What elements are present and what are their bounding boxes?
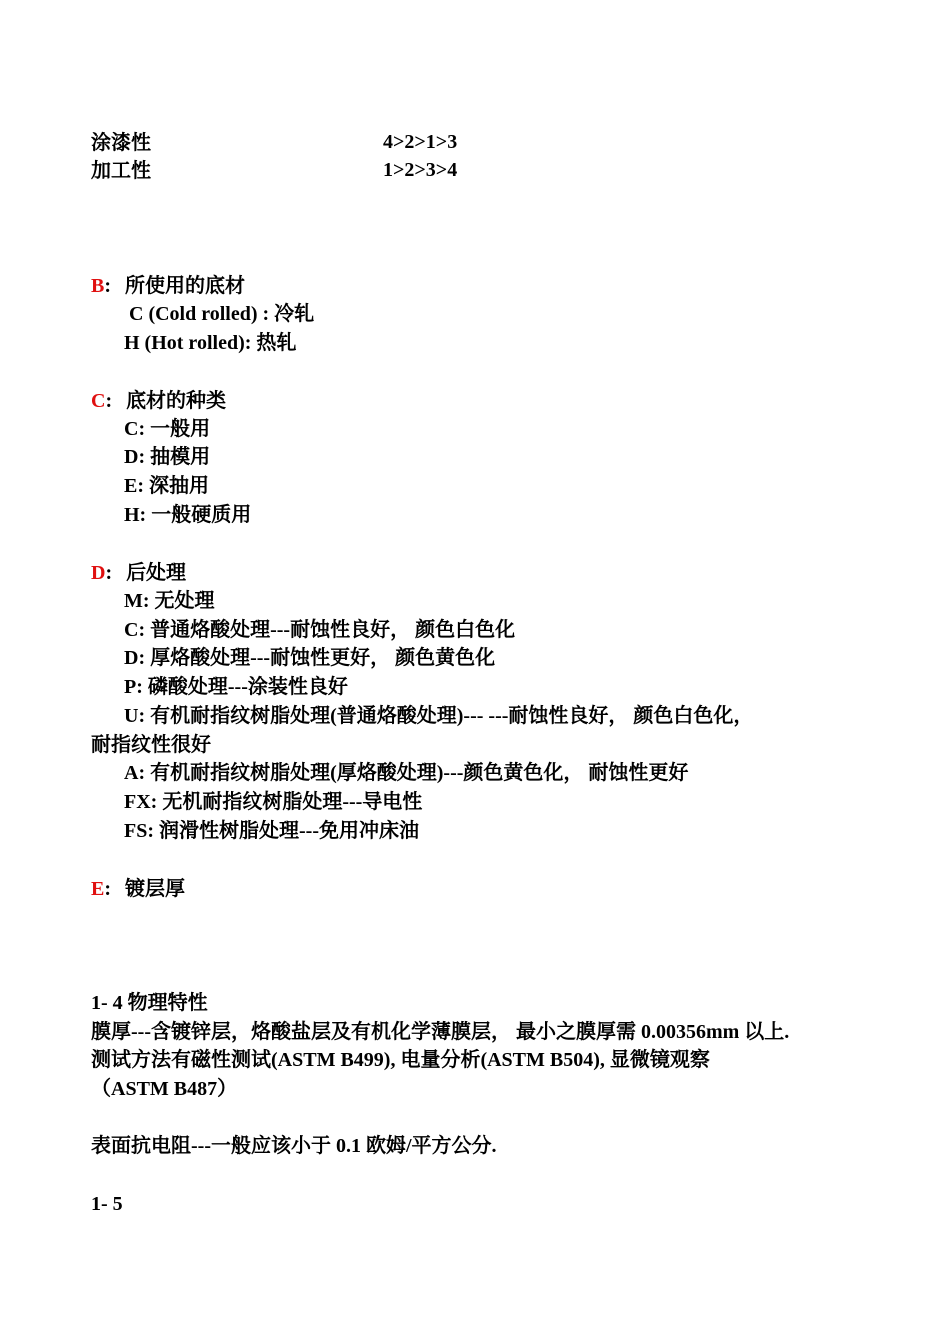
subsection-heading: 1- 5 xyxy=(91,1193,123,1215)
section-d-heading xyxy=(91,560,186,585)
section-separator: : xyxy=(104,878,112,900)
paragraph-line: 膜厚---含镀锌层，烙酸盐层及有机化学薄膜层， 最小之膜厚需 0.00356mm 以上. xyxy=(91,1021,790,1043)
section-title: 镀层厚 xyxy=(124,876,185,900)
list-item: D: 厚烙酸处理---耐蚀性更好， 颜色黄色化 xyxy=(124,647,496,669)
section-title: 底材的种类 xyxy=(126,388,227,412)
paragraph-line: 测试方法有磁性测试(ASTM B499), 电量分析(ASTM B504), 显微镜观察 xyxy=(91,1049,710,1071)
list-item: U: 有机耐指纹树脂处理(普通烙酸处理)--- ---耐蚀性良好， 颜色白色化， xyxy=(124,705,754,727)
list-item: H: 一般硬质用 xyxy=(124,504,252,526)
list-item: E: 深抽用 xyxy=(124,475,209,497)
ranking-label: 加工性 xyxy=(91,158,151,182)
section-separator: : xyxy=(105,562,113,584)
section-c-heading xyxy=(91,388,226,413)
ranking-value: 1>2>3>4 xyxy=(383,159,458,181)
list-item: M: 无处理 xyxy=(124,590,215,612)
section-letter: D xyxy=(91,562,106,584)
section-title: 所使用的底材 xyxy=(124,273,245,297)
list-item: C: 一般用 xyxy=(124,418,211,440)
list-item-continuation: 耐指纹性很好 xyxy=(91,734,211,756)
list-item: FS: 润滑性树脂处理---免用冲床油 xyxy=(124,820,419,842)
list-item: C: 普通烙酸处理---耐蚀性良好， 颜色白色化 xyxy=(124,619,516,641)
section-letter: C xyxy=(91,390,106,412)
ranking-value: 4>2>1>3 xyxy=(383,131,458,153)
section-separator: : xyxy=(104,275,112,297)
section-b-heading xyxy=(91,273,245,298)
ranking-row xyxy=(91,158,458,182)
list-item: C (Cold rolled) : 冷轧 xyxy=(129,303,315,325)
list-item: FX: 无机耐指纹树脂处理---导电性 xyxy=(124,791,423,813)
ranking-row xyxy=(91,130,458,154)
list-item: D: 抽模用 xyxy=(124,446,211,468)
ranking-label: 涂漆性 xyxy=(91,130,151,154)
section-separator: : xyxy=(105,390,113,412)
list-item: H (Hot rolled): 热轧 xyxy=(124,332,297,354)
section-letter: B xyxy=(91,275,105,297)
resistance-line: 表面抗电阻---一般应该小于 0.1 欧姆/平方公分. xyxy=(91,1135,497,1157)
list-item: A: 有机耐指纹树脂处理(厚烙酸处理)---颜色黄色化， 耐蚀性更好 xyxy=(124,762,689,784)
section-letter: E xyxy=(91,878,105,900)
section-e-heading xyxy=(91,876,185,901)
section-title: 后处理 xyxy=(126,560,187,584)
subsection-heading: 1- 4 物理特性 xyxy=(91,992,208,1014)
paragraph-line: （ASTM B487） xyxy=(91,1078,238,1100)
list-item: P: 磷酸处理---涂装性良好 xyxy=(124,676,348,698)
